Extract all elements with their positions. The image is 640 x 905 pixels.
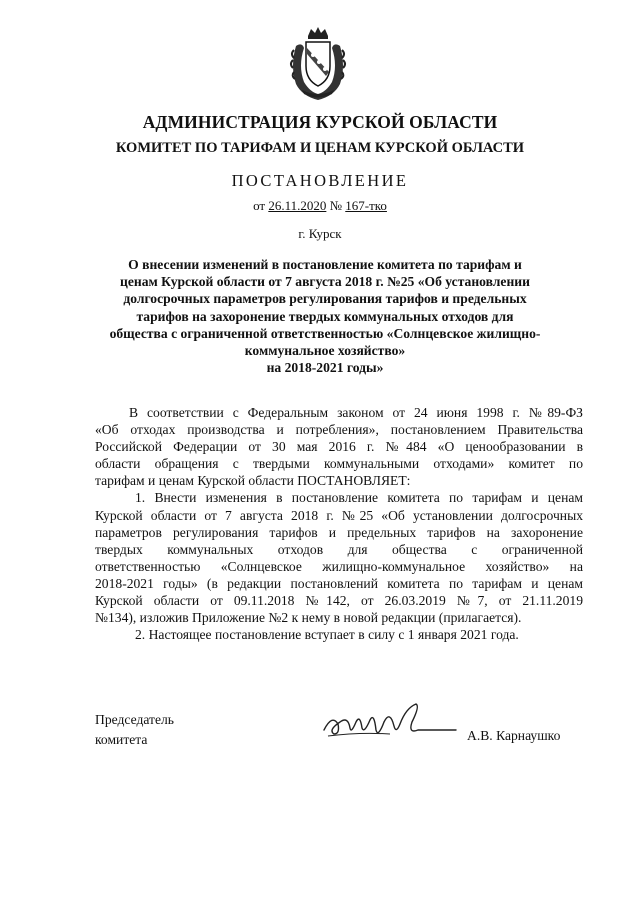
position-line: комитета bbox=[95, 732, 148, 747]
date-prefix: от bbox=[253, 198, 266, 213]
document-number: 167-тко bbox=[345, 198, 387, 213]
document-date-number bbox=[60, 198, 580, 214]
title-line: коммунальное хозяйство» bbox=[244, 343, 406, 359]
title-line: долгосрочных параметров регулирования тарифов и предельных bbox=[123, 291, 527, 307]
item2-line: 2. Настоящее постановление вступает в силу с 1 января 2021 года. bbox=[135, 627, 519, 643]
title-line: тарифов на захоронение твердых коммунальных отходов для bbox=[136, 308, 514, 324]
item1-line: Курской области от 7 августа 2018 г. №25 «Об установлении долгосрочных bbox=[95, 507, 583, 523]
item1-line: 2018-2021 годы» (в редакции постановлений комитета по тарифам и ценам bbox=[95, 575, 583, 591]
title-line: на 2018-2021 годы» bbox=[266, 360, 384, 376]
item1-line: твердых коммунальных отходов для общества с ограниченной bbox=[95, 541, 583, 557]
position-line: Председатель bbox=[95, 712, 174, 727]
document-title bbox=[90, 256, 560, 376]
preamble-line: области обращения с твердыми коммунальными отходами» комитет по bbox=[95, 456, 583, 472]
title-line: О внесении изменений в постановление комитета по тарифам и bbox=[128, 257, 522, 272]
preamble-line: тарифам и ценам Курской области ПОСТАНОВЛЯЕТ: bbox=[95, 473, 411, 489]
title-line: ценам Курской области от 7 августа 2018 г. №25 «Об установлении bbox=[120, 274, 530, 290]
signatory-position bbox=[95, 710, 174, 750]
document-body bbox=[95, 404, 583, 643]
item1-line: параметров регулирования тарифов и предельных тарифов на захоронение bbox=[95, 524, 583, 540]
document-date: 26.11.2020 bbox=[268, 198, 327, 213]
item1-line: ответственностью «Солнцевское жилищно-коммунальное хозяйство» на bbox=[95, 558, 583, 574]
administration-name: АДМИНИСТРАЦИЯ КУРСКОЙ ОБЛАСТИ bbox=[142, 112, 498, 132]
kursk-coat-of-arms-icon bbox=[288, 26, 348, 102]
handwritten-signature-icon bbox=[320, 700, 460, 746]
document-type: ПОСТАНОВЛЕНИЕ bbox=[231, 171, 409, 190]
document-city: г. Курск bbox=[298, 226, 342, 241]
title-line: общества с ограниченной ответственностью «Солнцевское жилищно- bbox=[109, 325, 541, 341]
item1-line: Курской области от 09.11.2018 №142, от 26.03.2019 №7, от 21.11.2019 bbox=[95, 593, 583, 609]
committee-name: КОМИТЕТ ПО ТАРИФАМ И ЦЕНАМ КУРСКОЙ ОБЛАСТИ bbox=[115, 140, 525, 156]
signatory-name: А.В. Карнаушко bbox=[467, 728, 561, 743]
preamble-line: Российской Федерации от 30 мая 2016 г. №484 «О ценообразовании в bbox=[95, 439, 583, 455]
item1-line: №134), изложив Приложение №2 к нему в новой редакции (прилагается). bbox=[95, 610, 522, 626]
preamble-line: В соответствии с Федеральным законом от 24 июня 1998 г. №89-ФЗ bbox=[129, 405, 583, 420]
number-prefix: № bbox=[329, 198, 343, 213]
item1-line: 1. Внести изменения в постановление комитета по тарифам и ценам bbox=[135, 490, 583, 506]
preamble-line: «Об отходах производства и потребления», постановлением Правительства bbox=[95, 422, 583, 438]
